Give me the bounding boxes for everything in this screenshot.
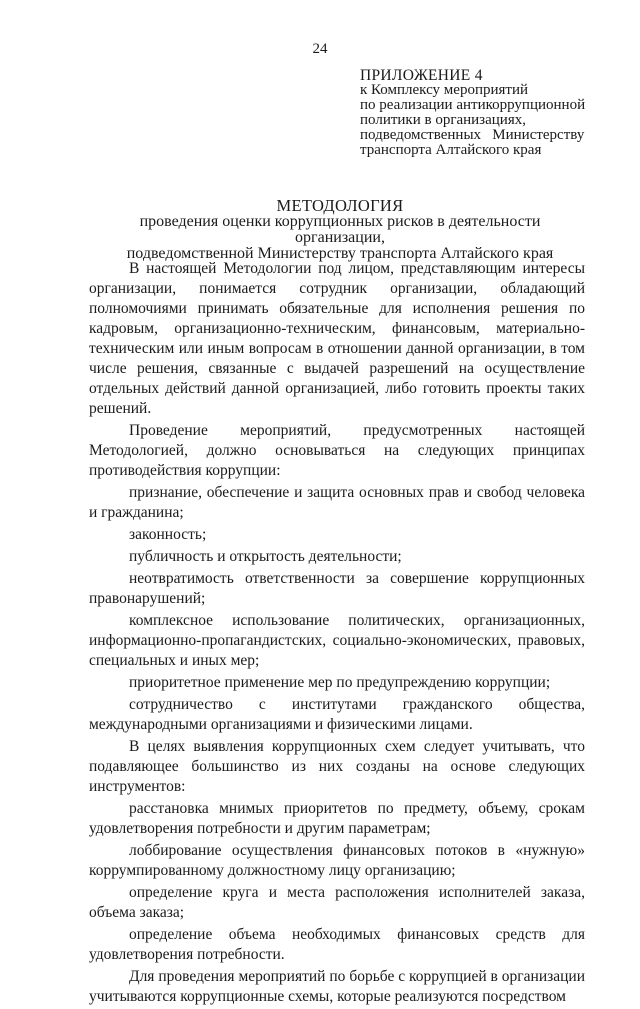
body-paragraph: Для проведения мероприятий по борьбе с коррупцией в организации учитываются коррупционные схемы, которые реализуются посредством [89,968,585,1005]
appendix-line: к Комплексу мероприятий [360,82,529,98]
body-paragraph: В целях выявления коррупционных схем следует учитывать, что подавляющее большинство из них созданы на основе следующих инструментов: [89,738,585,795]
page-number: 24 [312,41,328,57]
body-paragraph: сотрудничество с институтами гражданского общества, международными организациями и физическими лицами. [89,696,585,733]
body-paragraph: публичность и открытость деятельности; [129,548,402,565]
body-paragraph: определение круга и места расположения исполнителей заказа, объема заказа; [89,884,585,921]
body-paragraph: расстановка мнимых приоритетов по предмету, объему, срокам удовлетворения потребности и другим параметрам; [89,800,585,837]
appendix-line: политики в организациях, [360,112,526,128]
body-paragraph: законность; [129,526,207,543]
appendix-block [360,68,596,158]
body-paragraph: приоритетное применение мер по предупреждению коррупции; [129,674,551,691]
document-subtitle: подведомственной Министерству транспорта Алтайского края [126,245,554,262]
body-paragraph: неотвратимость ответственности за совершение коррупционных правонарушений; [89,570,585,607]
body-paragraph: признание, обеспечение и защита основных прав и свобод человека и гражданина; [89,484,585,521]
document-title: МЕТОДОЛОГИЯ [276,196,404,215]
body-paragraph: В настоящей Методологии под лицом, представляющим интересы организации, понимается сотрудник организации, обладающий полномочиями принимать обязательные для исполнения решения по кадровым, организационно-техническим, финансовым, материально-техническим или иным вопросам в отношении данной организации, в том числе решения, связанные с выдачей разрешений на осуществление отдельных действий данной организацией, либо готовить проекты таких решений. [89,260,585,417]
body-paragraph: комплексное использование политических, организационных, информационно-пропагандистских, социально-экономических, правовых, специальных и иных мер; [89,612,585,669]
document-body [89,259,585,1009]
appendix-line: транспорта Алтайского края [360,142,542,158]
appendix-title: ПРИЛОЖЕНИЕ 4 [360,67,483,84]
body-paragraph: определение объема необходимых финансовых средств для удовлетворения потребности. [89,926,585,963]
appendix-line: подведомственных Министерству [360,127,585,143]
document-heading [100,198,580,262]
body-paragraph: Проведение мероприятий, предусмотренных настоящей Методологией, должно основываться на следующих принципах противодействия коррупции: [89,422,585,479]
appendix-line: по реализации антикоррупционной [360,97,586,113]
body-paragraph: лоббирование осуществления финансовых потоков в «нужную» коррумпированному должностному лицу организацию; [89,842,585,879]
document-subtitle: проведения оценки коррупционных рисков в деятельности организации, [139,213,541,246]
